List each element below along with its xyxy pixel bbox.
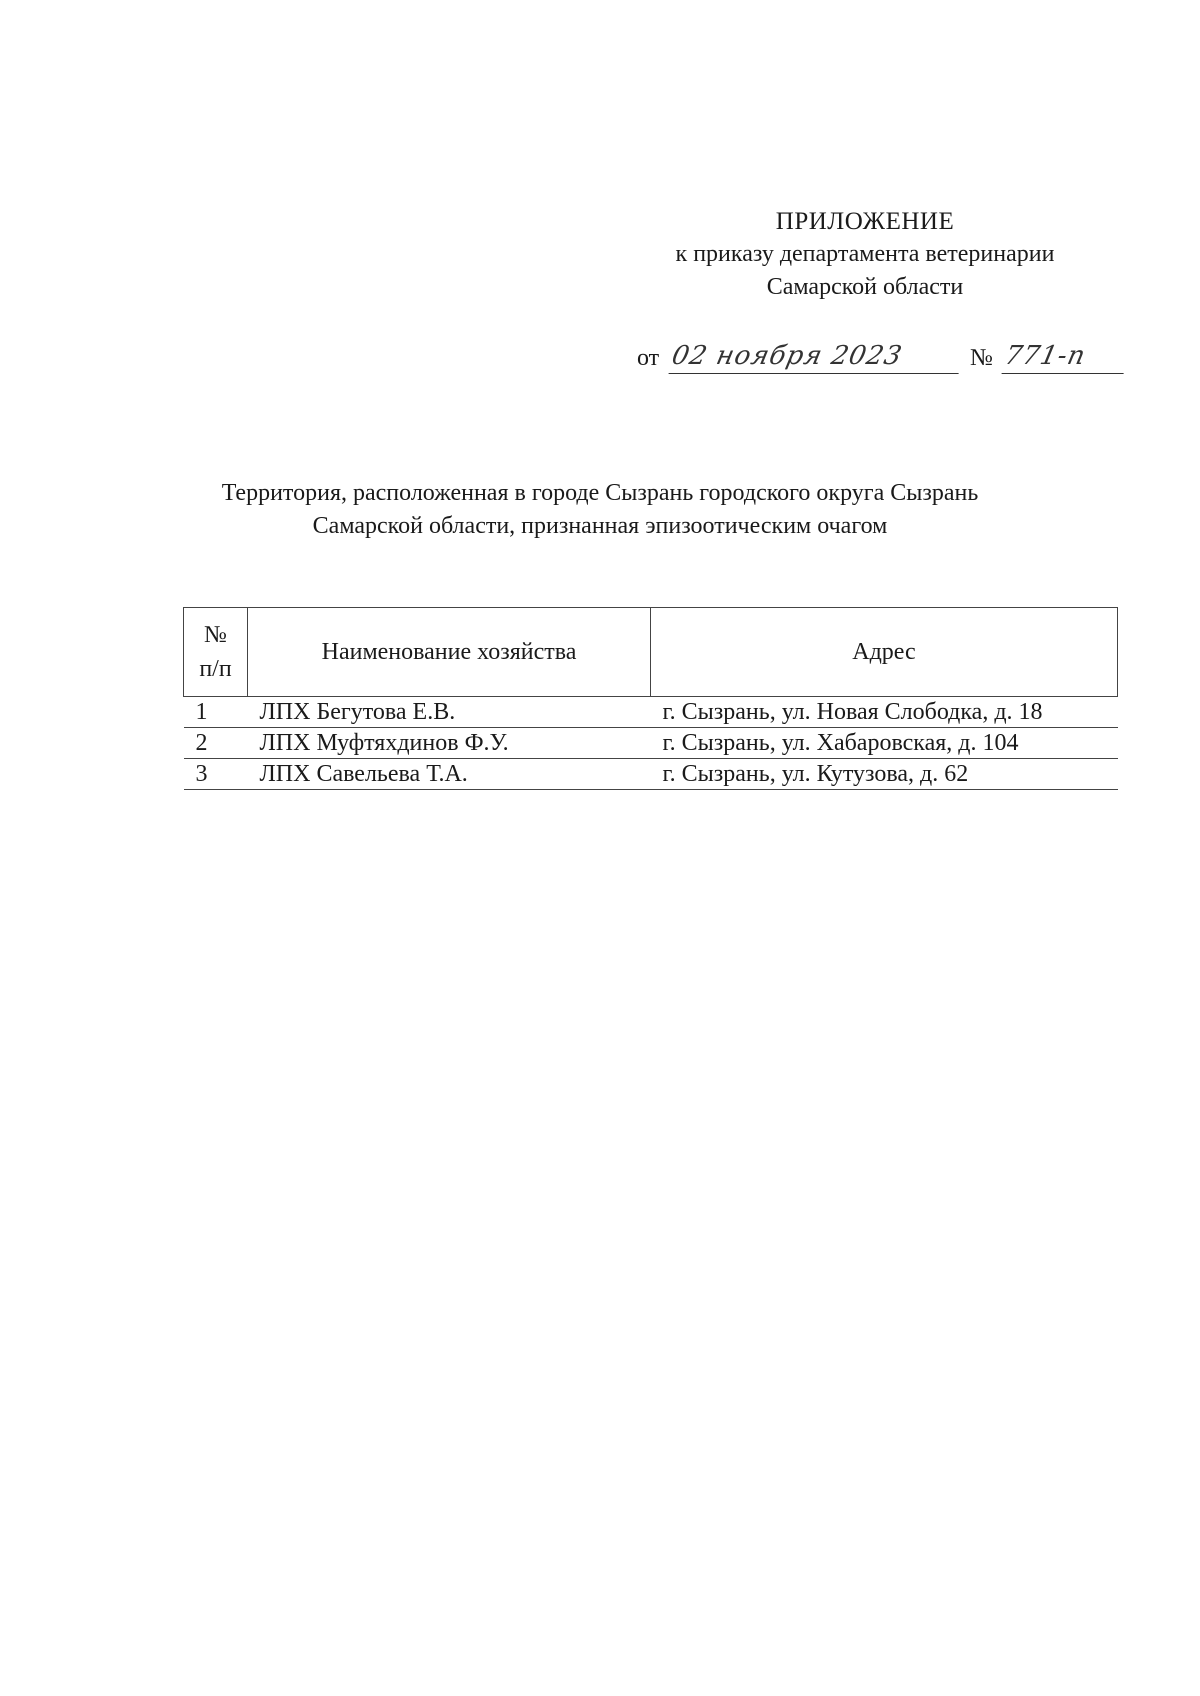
table-row [184,697,1118,728]
order-reference [637,341,1157,381]
header-number-line1: № [204,622,227,648]
row-number: 2 [184,728,248,759]
table-row [184,759,1118,790]
row-farm-name: ЛПХ Савельева Т.А. [248,759,651,790]
header-number [184,608,248,697]
order-number-label: № [970,345,993,371]
document-heading [140,477,1060,543]
row-farm-name: ЛПХ Бегутова Е.В. [248,697,651,728]
appendix-title: ПРИЛОЖЕНИЕ [775,208,955,235]
table-row [184,728,1118,759]
heading-line1: Территория, расположенная в городе Сызрань городского округа Сызрань [221,480,979,506]
farms-table [183,607,1118,790]
row-address: г. Сызрань, ул. Новая Слободка, д. 18 [651,697,1118,728]
row-address: г. Сызрань, ул. Кутузова, д. 62 [651,759,1118,790]
heading-line2: Самарской области, признанная эпизоотическим очагом [312,513,888,539]
order-number-handwritten: 771-п [1001,341,1130,374]
header-number-line2: п/п [199,656,232,682]
header-address: Адрес [651,608,1118,697]
appendix-subtitle-line2: Самарской области [766,274,964,300]
header-farm-name: Наименование хозяйства [248,608,651,697]
row-farm-name: ЛПХ Муфтяхдинов Ф.У. [248,728,651,759]
order-from-label: от [637,345,660,371]
row-number: 3 [184,759,248,790]
appendix-subtitle-line1: к приказу департамента ветеринарии [675,241,1055,267]
table-header-row [184,608,1118,697]
farms-table-container [183,607,1118,790]
order-date-handwritten: 02 ноября 2023 [668,341,965,374]
appendix-header [620,205,1110,304]
row-number: 1 [184,697,248,728]
row-address: г. Сызрань, ул. Хабаровская, д. 104 [651,728,1118,759]
